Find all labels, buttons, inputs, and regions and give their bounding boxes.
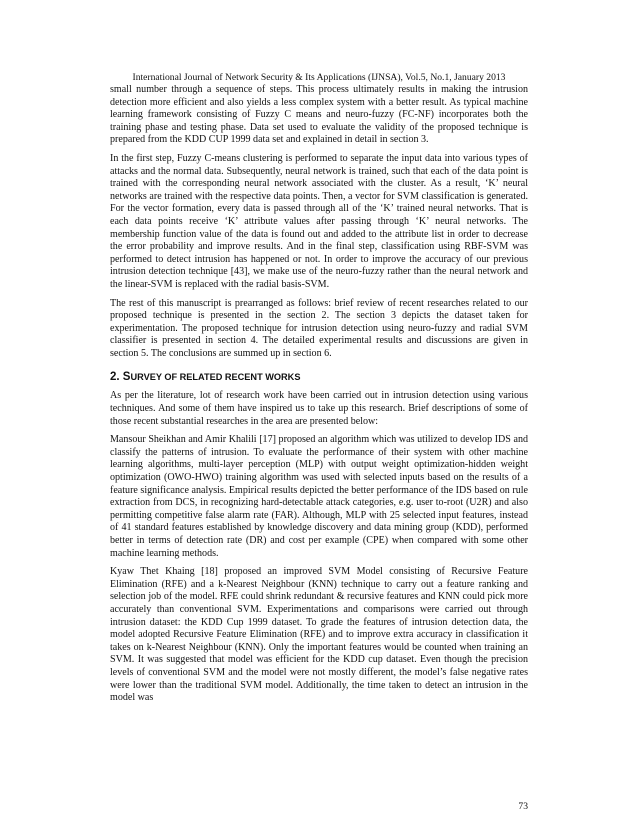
section-number: 2. xyxy=(110,371,120,384)
section-title-first-letter: S xyxy=(122,371,131,384)
running-head: International Journal of Network Security & Its Applications (IJNSA), Vol.5, No.1, January 2013 xyxy=(132,72,506,83)
page-number: 73 xyxy=(518,801,528,812)
section-heading xyxy=(110,370,528,384)
paragraph-intro-continued: small number through a sequence of steps. This process ultimately results in making the intrusion detection more efficient and also yields a less complex system with a better result. As typical machine learning framework consisting of Fuzzy C means and neuro-fuzzy (FC-NF) incorporates both the training phase and testing phase. Data set used to evaluate the validity of the proposed technique is prepared from the KDD CUP 1999 data set and explained in detail in section 3. xyxy=(110,84,528,146)
section-title-rest: URVEY OF RELATED RECENT WORKS xyxy=(130,372,301,383)
paragraph-manuscript-outline: The rest of this manuscript is prearranged as follows: brief review of recent researches related to our proposed technique is presented in the section 2. The section 3 depicts the dataset taken for experimentation. The proposed technique for intrusion detection using neuro-fuzzy and radial SVM classifier is presented in section 4. The detailed experimental results and discussions are given in section 5. The conclusions are summed up in section 6. xyxy=(110,297,528,359)
paragraph-khaing: Kyaw Thet Khaing [18] proposed an improved SVM Model consisting of Recursive Feature Elimination (RFE) and a k-Nearest Neighbour (KNN) technique to carry out a feature ranking and selection job of the model. RFE could shrink redundant & recursive features and KNN could pick more accurately than conventional SVM. Experimentations and comparisons were carried out through intrusion dataset: the KDD Cup 1999 dataset. To grade the features of intrusion detection data, the model adopted Recursive Feature Elimination (RFE) and to improve extra accuracy in classification it takes on k-Nearest Neighbour (KNN). Only the important features would be counted when training an SVM. It was suggested that model was efficient for the KDD cup dataset. Even though the precision levels of conventional SVM and the model were not mostly different, the model’s false negative rates were lower than the traditional SVM model. Additionally, the time taken to detect an intrusion in the model was xyxy=(110,566,528,704)
paragraph-sheikhan-khalili: Mansour Sheikhan and Amir Khalili [17] proposed an algorithm which was utilized to develop IDS and classify the patterns of intrusion. To evaluate the performance of their system with other machine learning algorithms, multi-layer perception (MLP) with output weight optimization-hidden weight optimization (OWO-HWO) training algorithm was used with selected inputs based on the results of a feature significance analysis. Empirical results depicted the better performance of the IDS based on rule extraction from DCS, in recognizing hard-detectable attack categories, e.g. user to-root (U2R) and also permitting competitive false alarm rate (FAR). Although, MLP with 25 selected input features, instead of 41 standard features established by knowledge discovery and data mining group (KDD), performed better in terms of detection rate (DR) and cost per example (CPE) when compared with some other machine learning methods. xyxy=(110,434,528,559)
paragraph-method-steps: In the first step, Fuzzy C-means clustering is performed to separate the input data into various types of attacks and the normal data. Subsequently, neural network is trained, such that each of the data point is trained with the corresponding neural network associated with the cluster. As a result, ‘K’ neural networks are trained with the respective data points. Then, a vector for SVM classification is generated. For the vector formation, every data is passed through all of the ‘K’ trained neural networks. That is each data points receive ‘K’ attribute values after passing through ‘K’ neural networks. The membership function value of the data is found out and added to the attribute list in order to decrease the error probability and improve results. And in the final step, classification using RBF-SVM was performed to detect intrusion has happened or not. In order to improve the accuracy of our previous intrusion detection technique [43], we make use of the neuro-fuzzy rather than the neural network and the linear-SVM is replaced with the radial basis-SVM. xyxy=(110,152,528,290)
paragraph-literature-intro: As per the literature, lot of research work have been carried out in intrusion detection using various techniques. And some of them have inspired us to take up this research. Brief descriptions of some of those recent substantial researches in the area are presented below: xyxy=(110,390,528,427)
article-body xyxy=(110,84,528,711)
